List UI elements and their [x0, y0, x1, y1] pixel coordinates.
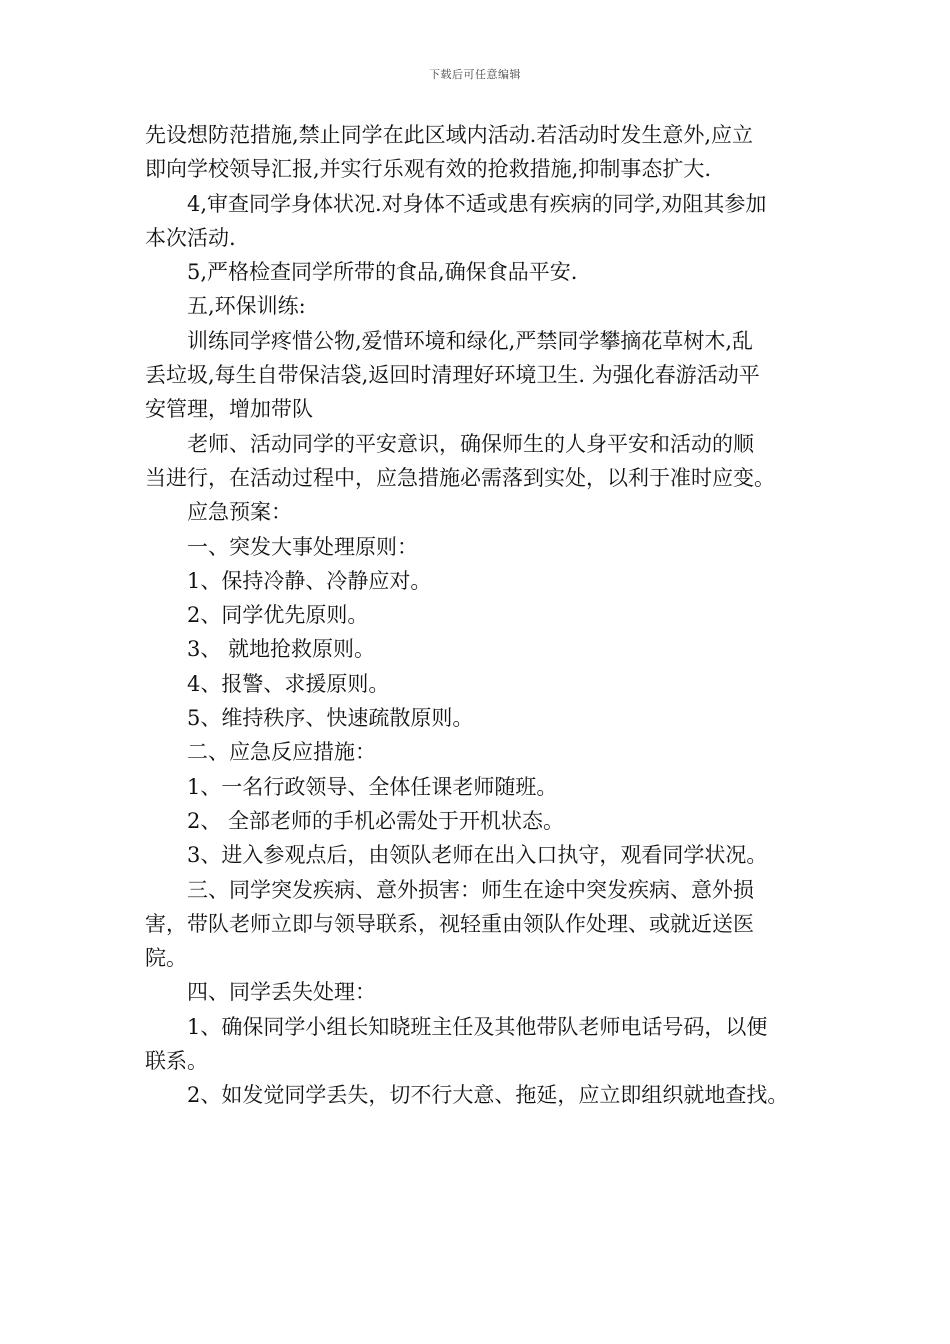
text-line: 当进行，在活动过程中，应急措施必需落到实处，以利于准时应变。 — [145, 465, 775, 490]
text-line: 5,严格检查同学所带的食品,确保食品平安. — [187, 260, 578, 285]
text-line: 害，带队老师立即与领导联系，视轻重由领队作处理、或就近送医 — [145, 911, 754, 936]
text-line: 本次活动. — [145, 225, 236, 250]
text-line: 老师、活动同学的平安意识，确保师生的人身平安和活动的顺 — [187, 431, 754, 456]
list-item: 3、 就地抢救原则。 — [187, 637, 376, 662]
list-item: 2、 全部老师的手机必需处于开机状态。 — [187, 808, 565, 833]
text-line: 联系。 — [145, 1049, 208, 1074]
text-line: 4,审查同学身体状况.对身体不适或患有疾病的同学,劝阻其参加 — [187, 191, 767, 216]
text-line: 安管理，增加带队 — [145, 397, 313, 422]
text-line: 院。 — [145, 946, 187, 971]
page-header: 下载后可任意编辑 — [429, 68, 521, 81]
section-heading: 应急预案： — [187, 500, 292, 525]
list-item: 4、报警、求援原则。 — [187, 671, 390, 696]
section-heading: 五,环保训练: — [187, 294, 306, 319]
section-heading: 三、同学突发疾病、意外损害：师生在途中突发疾病、意外损 — [187, 877, 754, 902]
document-body — [145, 118, 810, 1113]
section-heading: 二、应急反应措施： — [187, 740, 376, 765]
text-line: 丢垃圾,每生自带保洁袋,返回时清理好环境卫生. 为强化春游活动平 — [145, 363, 760, 388]
list-item: 3、进入参观点后，由领队老师在出入口执守，观看同学状况。 — [187, 843, 768, 868]
list-item: 1、保持冷静、冷静应对。 — [187, 568, 432, 593]
list-item: 1、一名行政领导、全体任课老师随班。 — [187, 774, 558, 799]
list-item: 5、维持秩序、快速疏散原则。 — [187, 706, 474, 731]
list-item: 2、同学优先原则。 — [187, 603, 369, 628]
list-item: 1、确保同学小组长知晓班主任及其他带队老师电话号码，以便 — [187, 1014, 768, 1039]
text-line: 即向学校领导汇报,并实行乐观有效的抢救措施,抑制事态扩大. — [145, 157, 712, 182]
section-heading: 四、同学丢失处理： — [187, 980, 376, 1005]
text-line: 先设想防范措施,禁止同学在此区域内活动.若活动时发生意外,应立 — [145, 123, 754, 147]
text-line: 训练同学疼惜公物,爱惜环境和绿化,严禁同学攀摘花草树木,乱 — [187, 328, 754, 353]
list-item: 2、如发觉同学丢失，切不行大意、拖延，应立即组织就地查找。 — [187, 1083, 789, 1108]
section-heading: 一、突发大事处理原则： — [187, 534, 418, 559]
